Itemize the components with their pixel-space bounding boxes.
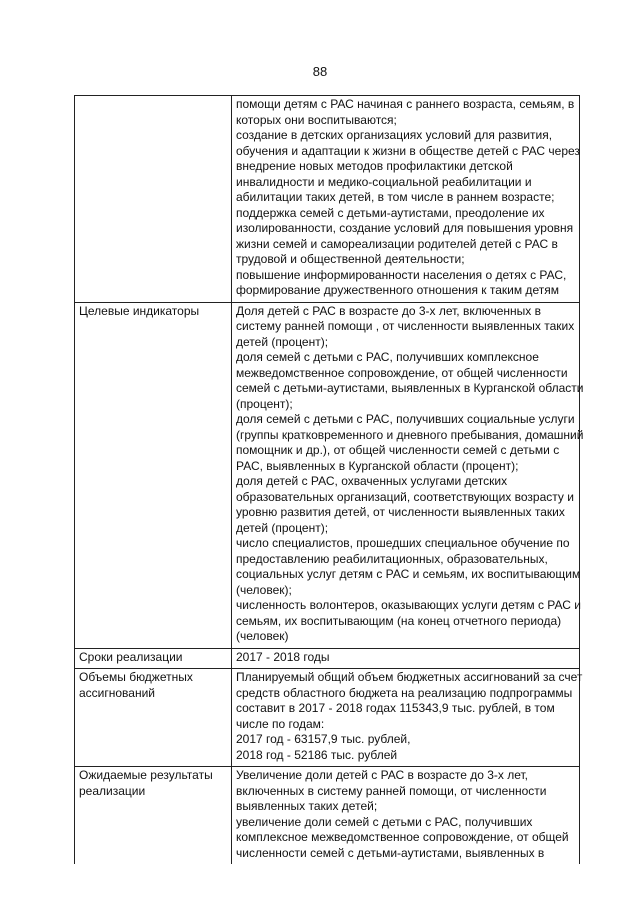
row-value-line: уровню развития детей, от численности выявленных таких [236,505,565,519]
row-value-line: число специалистов, прошедших специальное обучение по [236,536,570,550]
row-value-line: доля детей с РАС, охваченных услугами детских [236,474,508,488]
row-value-line: трудовой и общественной деятельности; [236,252,465,266]
row-value-line: доля семей с детьми с РАС, получивших комплексное [236,350,539,364]
row-label-line: ассигнований [79,685,156,700]
row-value-line: Планируемый общий объем бюджетных ассигнований за счет [236,670,583,684]
row-value-line: межведомственное сопровождение, от общей численности [236,365,568,380]
row-value-line: формирование дружественного отношения к таким детям [236,283,559,297]
row-label-cell [75,648,232,669]
row-value-line: увеличение доли семей с детьми с РАС, получивших [236,814,533,829]
table-row [75,767,580,865]
row-value-line: численность волонтеров, оказывающих услуги детям с РАС и [236,598,581,612]
row-value-line: обучения и адаптации к жизни в обществе детей с РАС через [236,143,580,158]
row-value-line: числе по годам: [236,716,325,731]
row-value-line: внедрение новых методов профилактики детской [236,159,513,173]
row-value-line: включенных в систему ранней помощи, от численности [236,783,547,798]
row-value-line: жизни семей и самореализации родителей детей с РАС в [236,236,558,251]
row-value-line: 2018 год - 52186 тыс. рублей [236,747,398,762]
row-label-cell [75,669,232,767]
row-value-line: детей (процент); [236,334,329,349]
row-value-line: образовательных организаций, соответствующих возрасту и [236,489,574,504]
row-value-line: помощник и др.), от общей численности семей с детьми с [236,443,560,457]
row-value-cell [232,302,584,648]
row-value-line: повышение информированности населения о детях с РАС, [236,267,567,282]
row-value-cell [232,648,580,669]
row-value-line: изолированности, создание условий для повышения уровня [236,221,574,235]
row-label-line: реализации [79,783,146,798]
row-value-line: (группы кратковременного и дневного пребывания, домашний [236,427,584,442]
row-label-line: Ожидаемые результаты [79,768,213,782]
row-label-line: Целевые индикаторы [79,303,200,318]
row-value-line: (человек); [236,582,292,597]
row-value-line: детей (процент); [236,520,329,535]
row-value-line: предоставлению реабилитационных, образовательных, [236,551,548,566]
table-body [75,96,584,865]
row-value-line: семьям, их воспитывающим (на конец отчетного периода) [236,613,562,628]
row-value-cell [232,669,583,767]
row-label-cell [75,302,232,648]
row-value-cell [232,96,580,303]
table-row [75,669,580,767]
row-value-line: инвалидности и медико-социальной реабилитации и [236,174,532,189]
row-label-cell [75,767,232,865]
row-value-line: 2017 - 2018 годы [236,649,330,664]
row-value-line: (человек) [236,629,289,643]
row-value-line: социальных услуг детям с РАС и семьям, их воспитывающим [236,567,581,581]
row-value-line: 2017 год - 63157,9 тыс. рублей, [236,732,411,746]
row-value-line: систему ранней помощи , от численности выявленных таких [236,319,575,333]
table-row [75,302,580,648]
row-value-line: Увеличение доли детей с РАС в возрасте до 3-х лет, [236,768,529,782]
row-value-line: доля семей с детьми с РАС, получивших социальные услуги [236,412,575,426]
row-value-line: численности семей с детьми-аутистами, выявленных в [236,845,545,860]
table-row [75,96,580,303]
row-value-line: средств областного бюджета на реализацию подпрограммы [236,685,573,700]
row-value-line: выявленных таких детей; [236,799,378,813]
row-label-line: Сроки реализации [79,649,183,664]
page-number: 88 [312,64,328,79]
row-value-line: Доля детей с РАС в возрасте до 3-х лет, включенных в [236,303,541,318]
row-value-line: создание в детских организациях условий для развития, [236,128,553,142]
row-value-line: составит в 2017 - 2018 годах 115343,9 тыс. рублей, в том [236,701,555,715]
row-value-line: которых они воспитываются; [236,112,397,127]
row-value-line: (процент); [236,396,293,411]
row-value-line: РАС, выявленных в Курганской области (процент); [236,458,519,473]
row-value-line: помощи детям с РАС начиная с раннего возраста, семьям, в [236,97,575,111]
table-row [75,648,580,669]
row-label-line: Объемы бюджетных [79,670,193,684]
row-value-cell [232,767,580,865]
row-value-line: комплексное межведомственное сопровождение, от общей [236,830,569,844]
row-value-line: поддержка семей с детьми-аутистами, преодоление их [236,205,545,220]
row-value-line: семей с детьми-аутистами, выявленных в Курганской области [236,381,584,395]
row-value-line: абилитации таких детей, в том числе в раннем возрасте; [236,190,555,204]
row-label-cell [75,96,232,303]
passport-table [74,95,584,864]
